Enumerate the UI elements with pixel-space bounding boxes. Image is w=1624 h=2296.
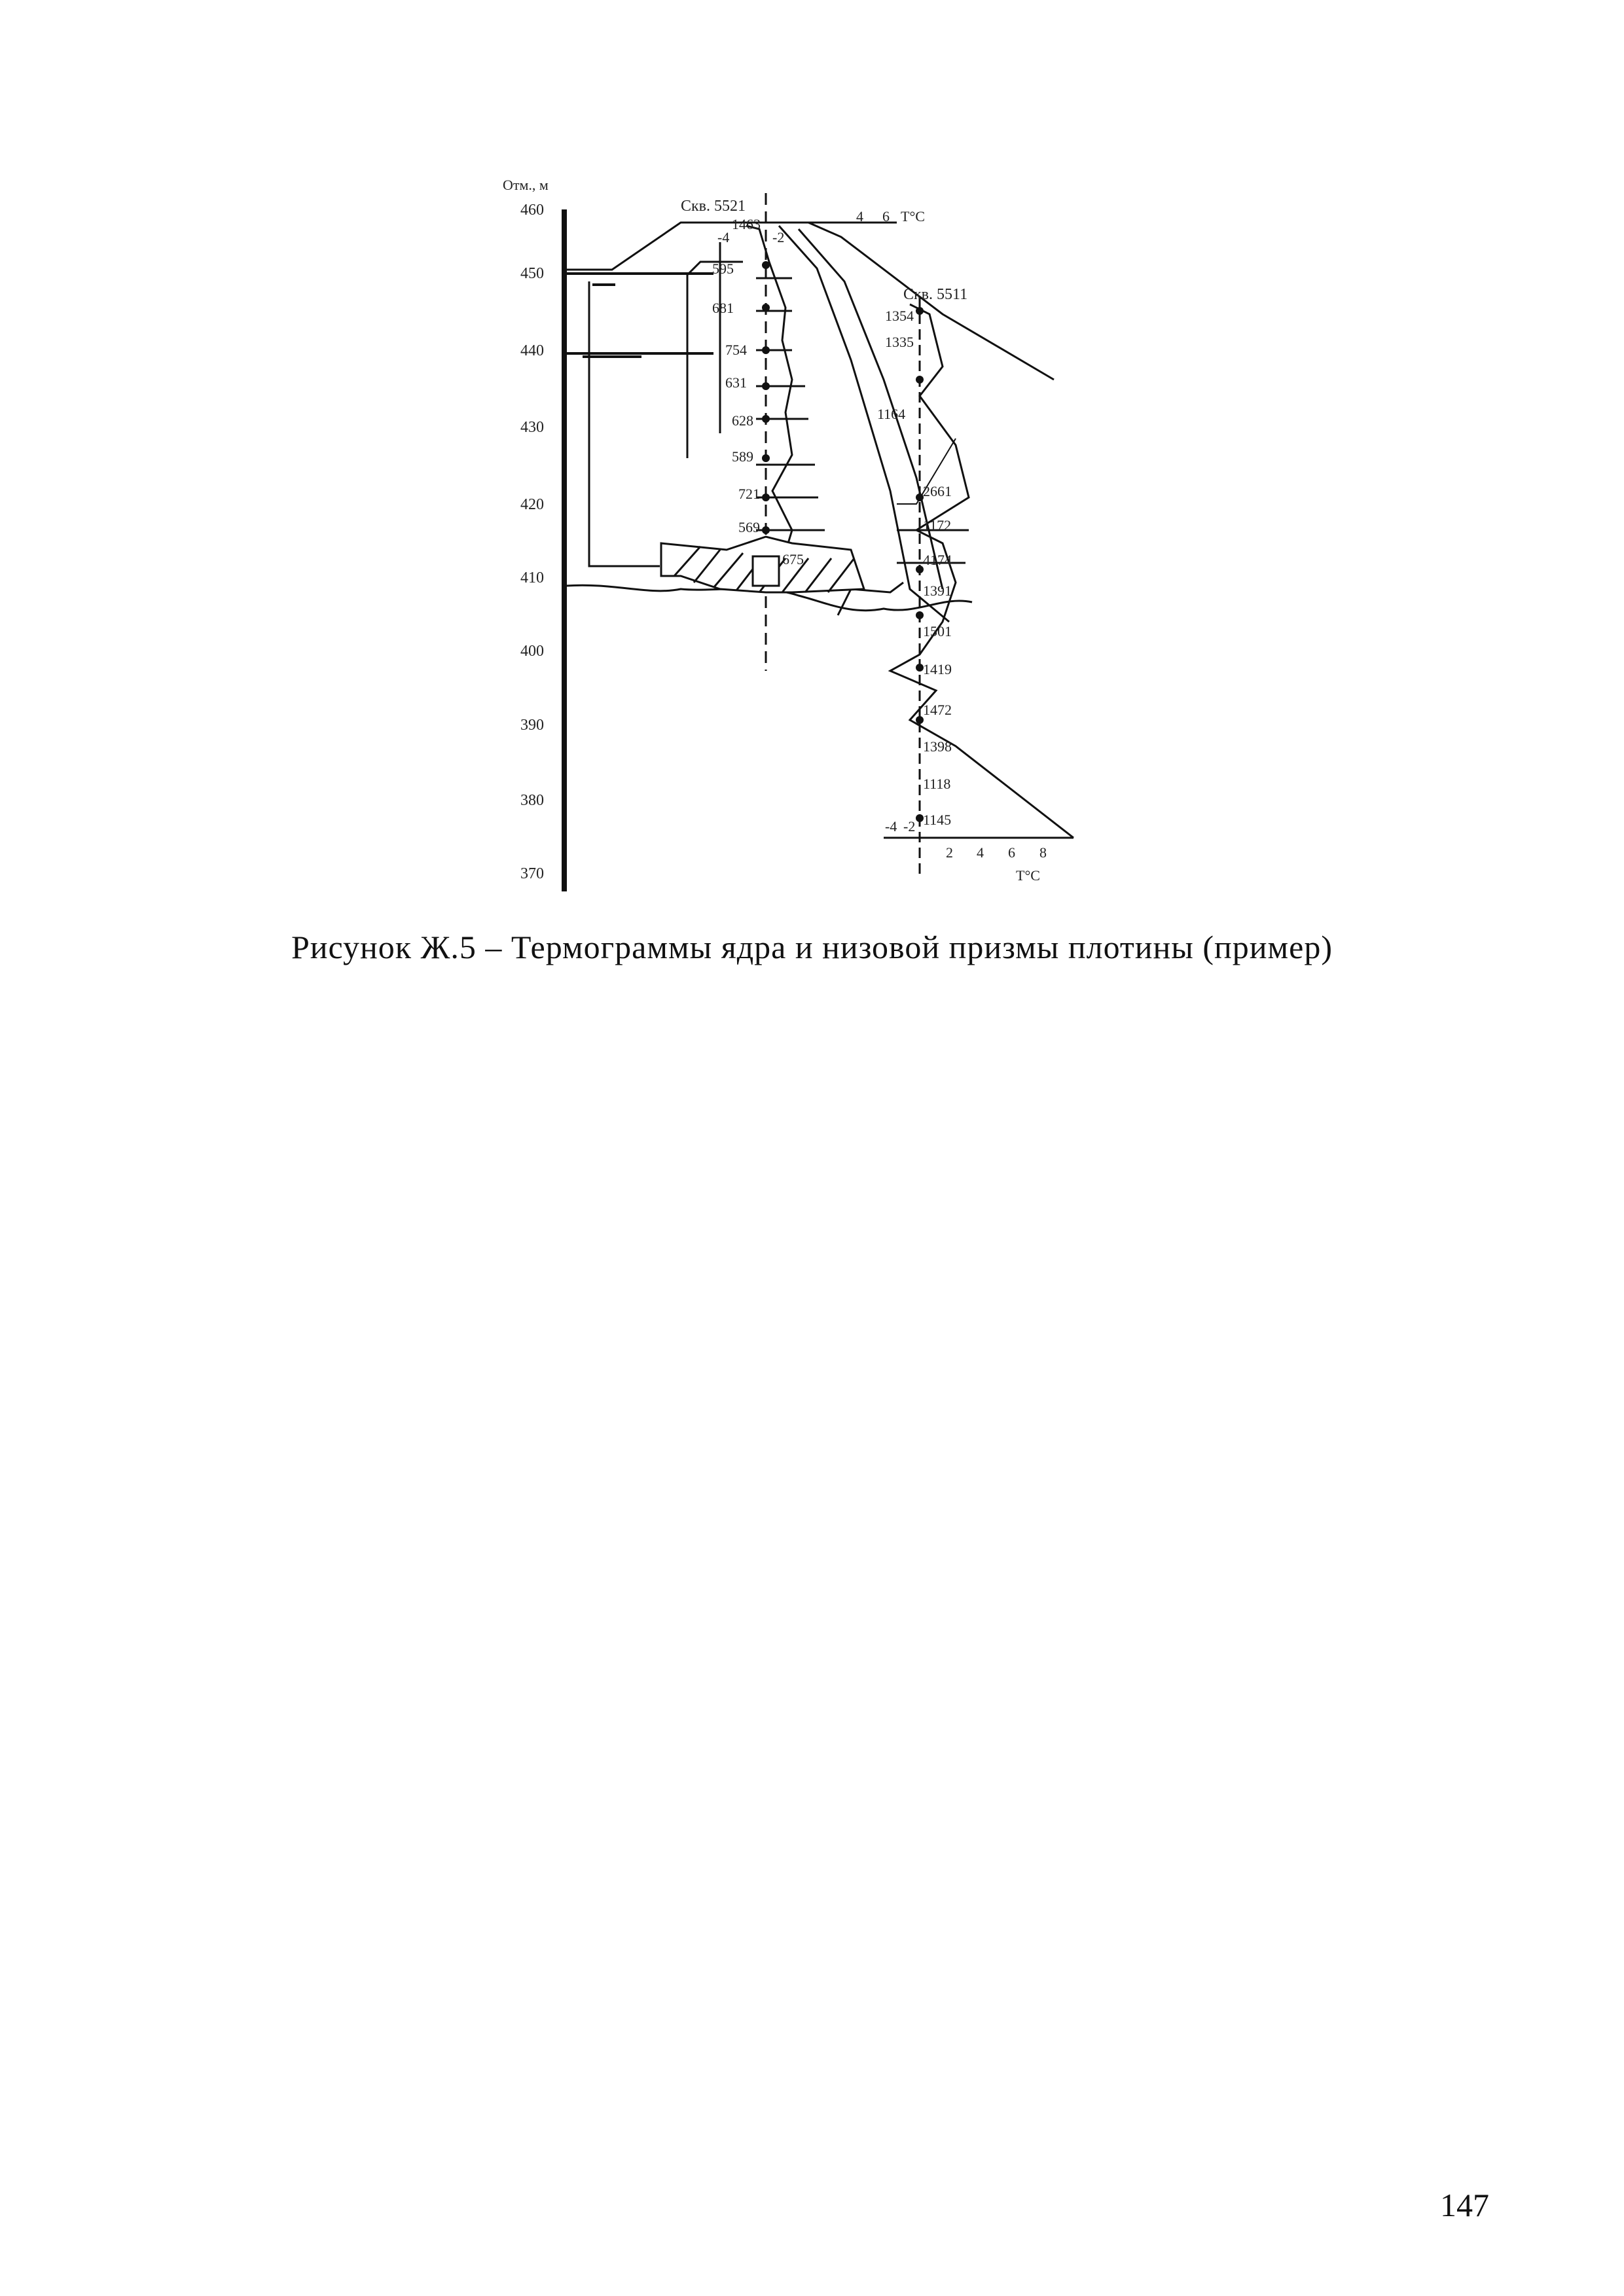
well-5511-reading: 1472	[923, 702, 952, 718]
well-5511-scale-tick: 6	[1008, 844, 1015, 861]
elevation-label-460: 460	[520, 202, 544, 219]
well-5511-scale-tick: 8	[1039, 844, 1047, 861]
elevation-label-390: 390	[520, 717, 544, 734]
well-5511-reading: 4174	[923, 552, 952, 568]
elevation-axis-title: Отм., м	[503, 177, 549, 193]
well-5521-scale-tick: 6	[882, 208, 890, 224]
well-5521-scale-unit: T°C	[901, 208, 925, 224]
thermogram-drawing	[484, 164, 1165, 903]
page-number: 147	[1440, 2187, 1489, 2223]
well-5511-scale-tick: -2	[903, 818, 916, 834]
well-5511-reading: 1398	[923, 738, 952, 755]
dam-thermogram-figure	[484, 164, 1165, 903]
well-5511-reading: 1391	[923, 583, 952, 599]
slope-line-2	[799, 229, 943, 589]
well-5521-reading: 1463	[732, 216, 761, 232]
elevation-label-370: 370	[520, 865, 544, 882]
well-5511-reading: 1354	[885, 308, 914, 324]
elevation-label-380: 380	[520, 792, 544, 809]
elevation-label-410: 410	[520, 569, 544, 586]
upstream-contour	[589, 281, 660, 566]
well-5521-reading: 569	[738, 519, 760, 535]
elevation-label-430: 430	[520, 419, 544, 436]
well-5521-reading: 675	[782, 551, 804, 567]
elevation-label-420: 420	[520, 496, 544, 513]
well-5521-scale-tick: -2	[772, 229, 785, 245]
well-5511-reading: 2661	[923, 483, 952, 499]
well-5521-label: Скв. 5521	[681, 198, 746, 215]
well-5521-reading: 631	[725, 374, 747, 391]
well-5511-reading: 1335	[885, 334, 914, 350]
well-5511-reading: 1419	[923, 661, 952, 677]
well-5511-reading: 1164	[877, 406, 906, 422]
core-upstream-face	[687, 262, 743, 458]
well-5511-reading: 1118	[923, 776, 951, 792]
elevation-label-450: 450	[520, 265, 544, 282]
well-5511-scale-tick: -4	[885, 818, 897, 834]
well-5521-reading: 754	[725, 342, 747, 358]
concrete-block	[661, 537, 864, 592]
well-5511-scale-unit: T°C	[1016, 867, 1040, 884]
well-5521-reading: 589	[732, 448, 753, 465]
well-5511-reading: 1501	[923, 623, 952, 639]
well-5521-reading: 721	[738, 486, 760, 502]
well-5521-reading: 628	[732, 412, 753, 429]
well-5521-reading: 595	[712, 260, 734, 277]
well-5511-scale-tick: 4	[977, 844, 984, 861]
elevation-label-400: 400	[520, 643, 544, 660]
well-5521-reading: 681	[712, 300, 734, 316]
well-5511-reading: 1145	[923, 812, 952, 828]
well-5511-reading: 1172	[923, 517, 952, 533]
well-5521-scale-tick: 4	[856, 208, 863, 224]
elevation-label-440: 440	[520, 342, 544, 359]
well-5511-label: Скв. 5511	[903, 286, 968, 303]
well-5521-scale-tick: -4	[717, 229, 730, 245]
figure-caption: Рисунок Ж.5 – Термограммы ядра и низовой призмы плотины (пример)	[291, 929, 1333, 965]
well-5511-scale-tick: 2	[946, 844, 953, 861]
